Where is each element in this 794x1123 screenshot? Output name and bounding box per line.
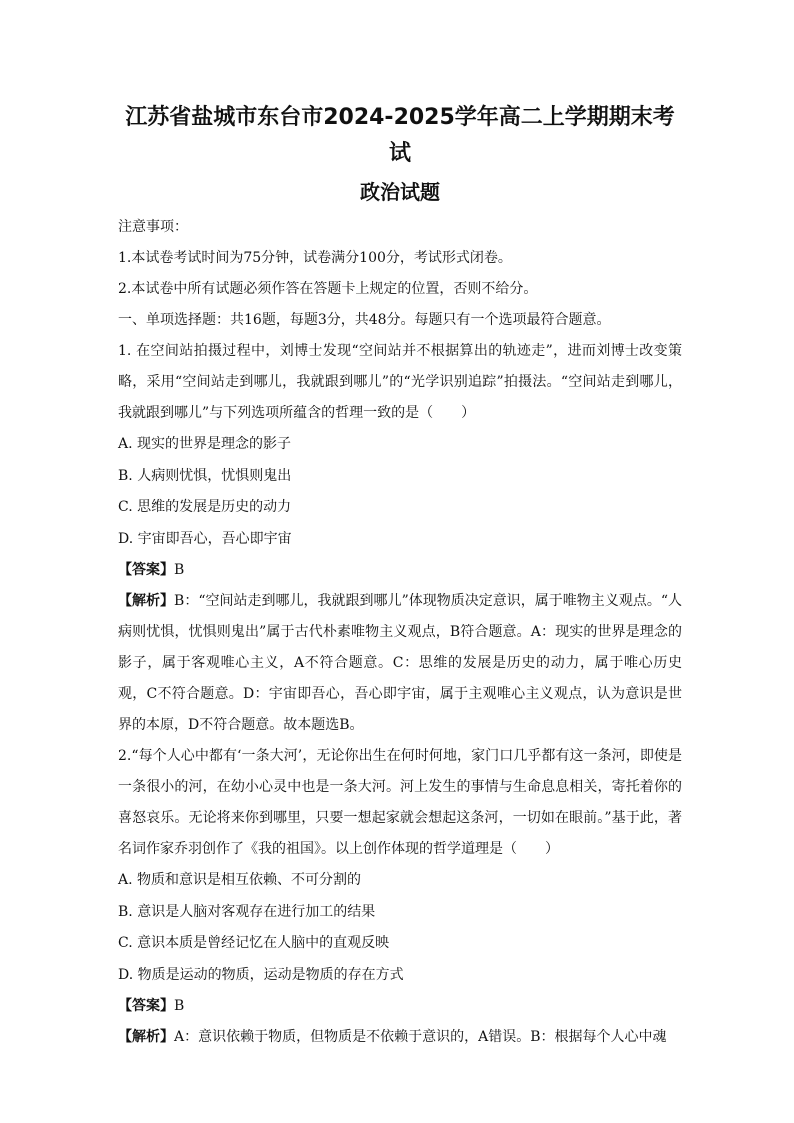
option-c: C. 思维的发展是历史的动力: [118, 499, 292, 515]
answer-line: [118, 555, 682, 586]
analysis-tag: 【解析】: [118, 593, 175, 609]
option-a: A. 现实的世界是理念的影子: [118, 436, 292, 452]
question-1: [118, 336, 682, 741]
option-a: A. 物质和意识是相互依赖、不可分割的: [118, 872, 362, 888]
option-b: B. 意识是人脑对客观存在进行加工的结果: [118, 903, 376, 920]
option-d: D. 宇宙即吾心，吾心即宇宙: [118, 530, 292, 547]
notes-heading: 注意事项：: [118, 219, 188, 235]
option-c: C. 意识本质是曾经记忆在人脑中的直观反映: [118, 935, 390, 951]
option-b: B. 人病则忧惧，忧惧则鬼出: [118, 467, 292, 484]
analysis-tag: 【解析】: [118, 1029, 174, 1045]
question-stem: 1. 在空间站拍摄过程中，刘博士发现“空间站并不根据算出的轨迹走”，进而刘博士改变策略，采用“空间站走到哪儿，我就跟到哪儿”的“光学识别追踪”拍摄法。“空间站走到哪儿，我就跟到哪儿”与下列选项所蕴含的哲理一致的是（ ）: [118, 343, 682, 421]
question-stem: 2.“每个人心中都有‘一条大河’，无论你出生在何时何地，家门口几乎都有这一条河，即使是一条很小的河，在幼小心灵中也是一条大河。河上发生的事情与生命息息相关，寄托着你的喜怒哀乐。无论将来你到哪里，只要一想起家就会想起这条河，一切如在眼前。”基于此，著名词作家乔羽创作了《我的祖国》。以上创作体现的哲学道理是（ ）: [118, 748, 682, 857]
analysis-text: B：“空间站走到哪儿，我就跟到哪儿”体现物质决定意识，属于唯物主义观点。“人病则忧惧，忧惧则鬼出”属于古代朴素唯物主义观点，B符合题意。A：现实的世界是理念的影子，属于客观唯心主义，A不符合题意。C：思维的发展是历史的动力，属于唯心历史观，C不符合题意。D：宇宙即吾心，吾心即宇宙，属于主观唯心主义观点，认为意识是世界的本原，D不符合题意。故本题选B。: [118, 593, 683, 733]
analysis-line: [118, 586, 682, 741]
answer-tag: 【答案】: [118, 562, 174, 578]
section-heading: 一、单项选择题：共16题，每题3分，共48分。每题只有一个选项最符合题意。: [118, 312, 611, 328]
option-d: D. 物质是运动的物质，运动是物质的存在方式: [118, 966, 404, 983]
answer-value: B: [174, 998, 185, 1014]
analysis-text: A：意识依赖于物质，但物质是不依赖于意识的，A错误。B：根据每个人心中魂: [174, 1029, 667, 1045]
question-2: [118, 741, 682, 1053]
notes-item-1: 1.本试卷考试时间为75分钟，试卷满分100分，考试形式闭卷。: [118, 250, 512, 266]
exam-subtitle: 政治试题: [360, 180, 440, 204]
notes-item-2: 2.本试卷中所有试题必须作答在答题卡上规定的位置，否则不给分。: [118, 281, 538, 297]
answer-line: [118, 991, 682, 1022]
analysis-line: [118, 1022, 682, 1053]
answer-value: B: [174, 562, 185, 578]
exam-title: 江苏省盐城市东台市2024-2025学年高二上学期期末考试: [125, 105, 675, 166]
answer-tag: 【答案】: [118, 998, 174, 1014]
